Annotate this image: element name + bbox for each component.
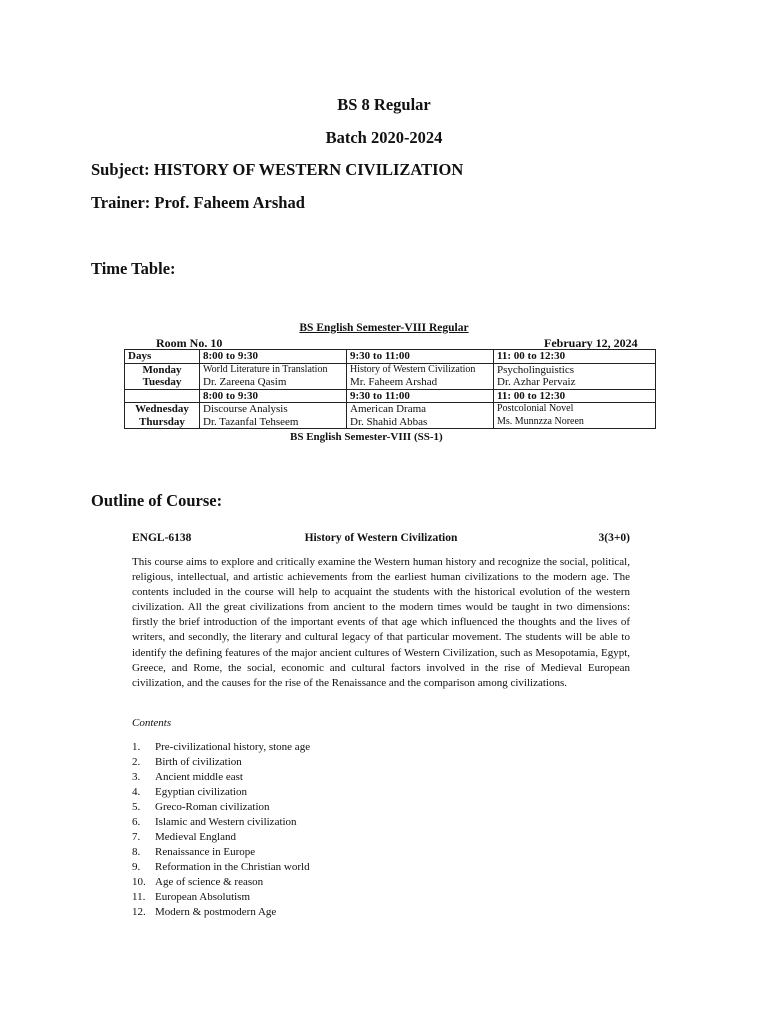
table-row — [125, 350, 656, 364]
table-cell: Days — [125, 350, 200, 364]
list-item-number: 12. — [132, 906, 146, 918]
table-cell: 9:30 to 11:00 — [347, 389, 494, 403]
subject-line — [91, 160, 463, 180]
subject-label: Subject: — [91, 160, 150, 179]
list-item-text: European Absolutism — [155, 891, 251, 903]
list-item — [132, 830, 310, 845]
table-cell: Tuesday — [125, 376, 200, 389]
list-item-text: Modern & postmodern Age — [155, 906, 277, 918]
trainer-line — [91, 193, 305, 213]
list-item-text: Pre-civilizational history, stone age — [155, 741, 311, 753]
table-cell: 8:00 to 9:30 — [200, 350, 347, 364]
table-cell: Wednesday — [125, 403, 200, 416]
timetable-title: BS English Semester-VIII Regular — [299, 322, 469, 334]
table-cell: Dr. Shahid Abbas — [347, 416, 494, 429]
table-cell — [125, 389, 200, 403]
list-item — [132, 905, 310, 920]
list-item-text: Ancient middle east — [155, 771, 243, 783]
table-cell: Monday — [125, 363, 200, 376]
list-item — [132, 770, 310, 785]
list-item — [132, 800, 310, 815]
list-item — [132, 785, 310, 800]
table-cell: Discourse Analysis — [200, 403, 347, 416]
program-title: BS 8 Regular — [337, 95, 431, 114]
course-credits: 3(3+0) — [598, 532, 630, 544]
list-item — [132, 755, 310, 770]
list-item — [132, 875, 310, 890]
list-item-text: Islamic and Western civilization — [155, 816, 297, 828]
table-cell: American Drama — [347, 403, 494, 416]
list-item-number: 3. — [132, 771, 141, 783]
list-item — [132, 860, 310, 875]
list-item-number: 11. — [132, 891, 146, 903]
list-item-number: 1. — [132, 741, 141, 753]
table-row — [125, 363, 656, 376]
timetable-date: February 12, 2024 — [544, 336, 638, 350]
list-item-text: Egyptian civilization — [155, 786, 247, 798]
list-item-text: Reformation in the Christian world — [155, 861, 310, 873]
list-item-number: 7. — [132, 831, 141, 843]
course-code: ENGL-6138 — [132, 532, 192, 544]
cut-off-text: BS English Semester-VIII (SS-1) — [290, 431, 443, 443]
table-cell: History of Western Civilization — [347, 363, 494, 376]
trainer-label: Trainer: — [91, 193, 151, 212]
list-item — [132, 890, 310, 905]
list-item-number: 6. — [132, 816, 141, 828]
table-row — [125, 389, 656, 403]
table-cell: Psycholinguistics — [494, 363, 656, 376]
list-item-number: 8. — [132, 846, 141, 858]
table-cell: Postcolonial Novel — [494, 403, 656, 416]
timetable-heading: Time Table: — [91, 259, 176, 278]
table-cell: Dr. Tazanfal Tehseem — [200, 416, 347, 429]
table-cell: 11: 00 to 12:30 — [494, 350, 656, 364]
list-item-text: Renaissance in Europe — [155, 846, 256, 858]
list-item — [132, 815, 310, 830]
subject-value: HISTORY OF WESTERN CIVILIZATION — [153, 160, 464, 179]
contents-label: Contents — [132, 717, 172, 729]
table-row — [125, 376, 656, 389]
course-name: History of Western Civilization — [304, 532, 458, 544]
table-cell: 9:30 to 11:00 — [347, 350, 494, 364]
list-item-text: Greco-Roman civilization — [155, 801, 270, 813]
list-item-text: Medieval England — [155, 831, 236, 843]
timetable — [124, 349, 656, 429]
list-item-number: 9. — [132, 861, 141, 873]
trainer-value: Prof. Faheem Arshad — [154, 193, 305, 212]
outline-heading: Outline of Course: — [91, 491, 223, 510]
table-cell: 8:00 to 9:30 — [200, 389, 347, 403]
list-item-text: Birth of civilization — [155, 756, 242, 768]
table-cell: 11: 00 to 12:30 — [494, 389, 656, 403]
list-item-text: Age of science & reason — [155, 876, 264, 888]
table-cell: Mr. Faheem Arshad — [347, 376, 494, 389]
room-number: Room No. 10 — [156, 336, 223, 350]
list-item — [132, 740, 310, 755]
table-cell: World Literature in Translation — [200, 363, 347, 376]
list-item — [132, 845, 310, 860]
course-description: This course aims to explore and critically examine the Western human history and recognize the social, political, religious, intellectual, and artistic achievements from the earliest human civilizations to the modern age. The contents included in the course will help to acquaint the students with the historical evolution of the western civilization. All the great civilizations from ancient to the modern times would be taught in two dimensions: firstly the brief introduction of the important events of that age which influenced the thoughts and the lives of writers, and secondly, the literary and cultural legacy of that particular movement. The students will be able to identify the defining features of the major ancient cultures of Western Civilization, such as Mesopotamia, Egypt, Greece, and Rome, the social, economic and cultural factors involved in the rise of Medieval European civilization, and the causes for the rise of the Renaissance and the comparison among civilizations. — [132, 556, 630, 689]
list-item-number: 2. — [132, 756, 141, 768]
table-row — [125, 403, 656, 416]
table-cell: Ms. Munnzza Noreen — [494, 416, 656, 429]
cut-off-caption — [290, 431, 470, 446]
list-item-number: 5. — [132, 801, 141, 813]
batch-title: Batch 2020-2024 — [325, 128, 443, 147]
table-cell: Dr. Azhar Pervaiz — [494, 376, 656, 389]
contents-list — [132, 740, 310, 920]
table-cell: Dr. Zareena Qasim — [200, 376, 347, 389]
list-item-number: 4. — [132, 786, 141, 798]
list-item-number: 10. — [132, 876, 146, 888]
table-row — [125, 416, 656, 429]
table-cell: Thursday — [125, 416, 200, 429]
